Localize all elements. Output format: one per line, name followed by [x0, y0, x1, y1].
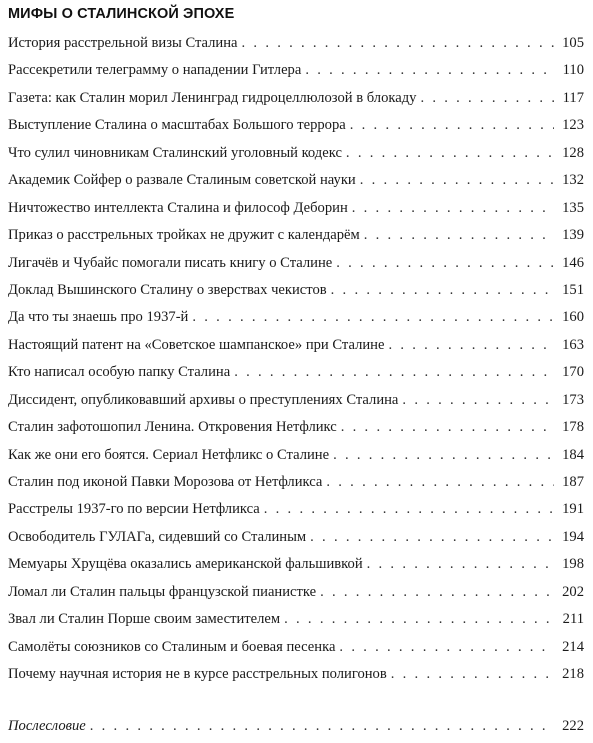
dot-leader [339, 634, 554, 661]
toc-entry[interactable] [8, 551, 584, 578]
dot-leader [331, 277, 554, 304]
dot-leader [420, 85, 554, 112]
toc-entry-title: Ломал ли Сталин пальцы французской пианистке [8, 583, 317, 600]
toc-entry[interactable] [8, 359, 584, 386]
dot-leader [310, 524, 554, 551]
toc-entry[interactable] [8, 606, 584, 633]
dot-leader [234, 359, 554, 386]
toc-entry-page: 211 [562, 611, 584, 628]
toc-entry-title: Рассекретили телеграмму о нападении Гитлера [8, 62, 302, 79]
dot-leader [192, 304, 554, 331]
toc-entry-page: 160 [562, 309, 584, 326]
dot-leader [326, 469, 554, 496]
dot-leader [90, 713, 554, 740]
toc-entry-page: 184 [562, 446, 584, 463]
dot-leader [264, 496, 554, 523]
table-of-contents [8, 30, 584, 689]
toc-entry[interactable] [8, 304, 584, 331]
afterword-title: Послесловие [8, 718, 86, 734]
toc-entry-page: 218 [562, 666, 584, 683]
toc-entry[interactable] [8, 661, 584, 688]
toc-entry-page: 194 [562, 528, 584, 545]
toc-entry[interactable] [8, 713, 584, 740]
toc-entry[interactable] [8, 167, 584, 194]
dot-leader [350, 112, 554, 139]
toc-entry-title: Академик Сойфер о развале Сталиным советской науки [8, 172, 356, 189]
toc-entry-page: 132 [562, 172, 584, 189]
toc-entry-page: 110 [562, 62, 584, 79]
dot-leader [336, 250, 554, 277]
toc-entry-title: Что сулил чиновникам Сталинский уголовный кодекс [8, 144, 342, 161]
toc-entry-page: 187 [562, 474, 584, 490]
toc-entry-title: Звал ли Сталин Порше своим заместителем [8, 611, 281, 628]
toc-entry[interactable] [8, 277, 584, 304]
dot-leader [367, 551, 554, 578]
toc-entry-title: Сталин зафотошопил Ленина. Откровения Нетфликс [8, 419, 337, 436]
dot-leader [360, 167, 554, 194]
toc-entry[interactable] [8, 332, 584, 359]
toc-entry-title: Самолёты союзников со Сталиным и боевая песенка [8, 638, 336, 655]
toc-entry-page: 178 [562, 419, 584, 436]
toc-entry-title: Расстрелы 1937-го по версии Нетфликса [8, 501, 260, 518]
toc-entry-title: Доклад Вышинского Сталину о зверствах чекистов [8, 281, 327, 298]
toc-entry-page: 198 [562, 556, 584, 573]
toc-entry-page: 117 [562, 89, 584, 106]
toc-entry[interactable] [8, 496, 584, 523]
toc-entry-title: Освободитель ГУЛАГа, сидевший со Сталиным [8, 528, 307, 545]
toc-entry[interactable] [8, 85, 584, 112]
section-title: МИФЫ О СТАЛИНСКОЙ ЭПОХЕ [8, 6, 235, 22]
dot-leader [352, 195, 554, 222]
toc-entry[interactable] [8, 250, 584, 277]
toc-entry-title: Кто написал особую папку Сталина [8, 364, 231, 381]
dot-leader [364, 222, 554, 249]
dot-leader [333, 442, 554, 469]
toc-entry-title: Газета: как Сталин морил Ленинград гидроцеллюлозой в блокаду [8, 89, 417, 106]
toc-entry-page: 151 [562, 281, 584, 298]
toc-entry-title: Выступление Сталина о масштабах Большого террора [8, 117, 346, 134]
toc-entry[interactable] [8, 634, 584, 661]
toc-entry-page: 146 [562, 254, 584, 271]
toc-entry[interactable] [8, 30, 584, 57]
dot-leader [284, 606, 554, 633]
dot-leader [305, 57, 554, 84]
toc-entry-title: Да что ты знаешь про 1937-й [8, 309, 189, 326]
toc-entry-page: 173 [562, 391, 584, 408]
toc-entry-title: Лигачёв и Чубайс помогали писать книгу о Сталине [8, 254, 333, 271]
toc-entry-page: 139 [562, 227, 584, 244]
toc-entry-title: Приказ о расстрельных тройках не дружит с календарём [8, 227, 360, 244]
toc-entry[interactable] [8, 112, 584, 139]
toc-entry-page: 128 [562, 144, 584, 161]
toc-entry-page: 105 [562, 35, 584, 51]
toc-entry[interactable] [8, 222, 584, 249]
dot-leader [388, 332, 554, 359]
toc-entry-title: Мемуары Хрущёва оказались американской фальшивкой [8, 556, 363, 573]
toc-entry[interactable] [8, 140, 584, 167]
afterword-entry[interactable] [8, 713, 584, 740]
toc-entry[interactable] [8, 469, 584, 496]
toc-entry[interactable] [8, 57, 584, 84]
toc-entry-title: Почему научная история не в курсе расстрельных полигонов [8, 666, 387, 683]
dot-leader [346, 140, 554, 167]
toc-entry-title: История расстрельной визы Сталина [8, 35, 238, 51]
toc-entry-title: Сталин под иконой Павки Морозова от Нетфликса [8, 474, 323, 490]
toc-entry[interactable] [8, 387, 584, 414]
dot-leader [391, 661, 554, 688]
toc-entry-title: Диссидент, опубликовавший архивы о преступлениях Сталина [8, 391, 399, 408]
toc-entry-page: 123 [562, 117, 584, 134]
toc-entry-page: 135 [562, 199, 584, 216]
toc-entry-title: Ничтожество интеллекта Сталина и философ Деборин [8, 199, 348, 216]
toc-entry-title: Как же они его боятся. Сериал Нетфликс о Сталине [8, 446, 330, 463]
toc-entry-page: 202 [562, 583, 584, 600]
toc-entry[interactable] [8, 579, 584, 606]
toc-entry-title: Настоящий патент на «Советское шампанское» при Сталине [8, 336, 385, 353]
dot-leader [320, 579, 554, 606]
toc-entry-page: 191 [562, 501, 584, 518]
dot-leader [242, 30, 554, 57]
dot-leader [402, 387, 554, 414]
toc-entry-page: 214 [562, 638, 584, 655]
toc-entry[interactable] [8, 442, 584, 469]
toc-entry[interactable] [8, 524, 584, 551]
toc-entry-page: 170 [562, 364, 584, 381]
toc-entry[interactable] [8, 414, 584, 441]
dot-leader [341, 414, 554, 441]
toc-entry-page: 163 [562, 336, 584, 353]
afterword-page: 222 [562, 718, 584, 734]
toc-entry[interactable] [8, 195, 584, 222]
